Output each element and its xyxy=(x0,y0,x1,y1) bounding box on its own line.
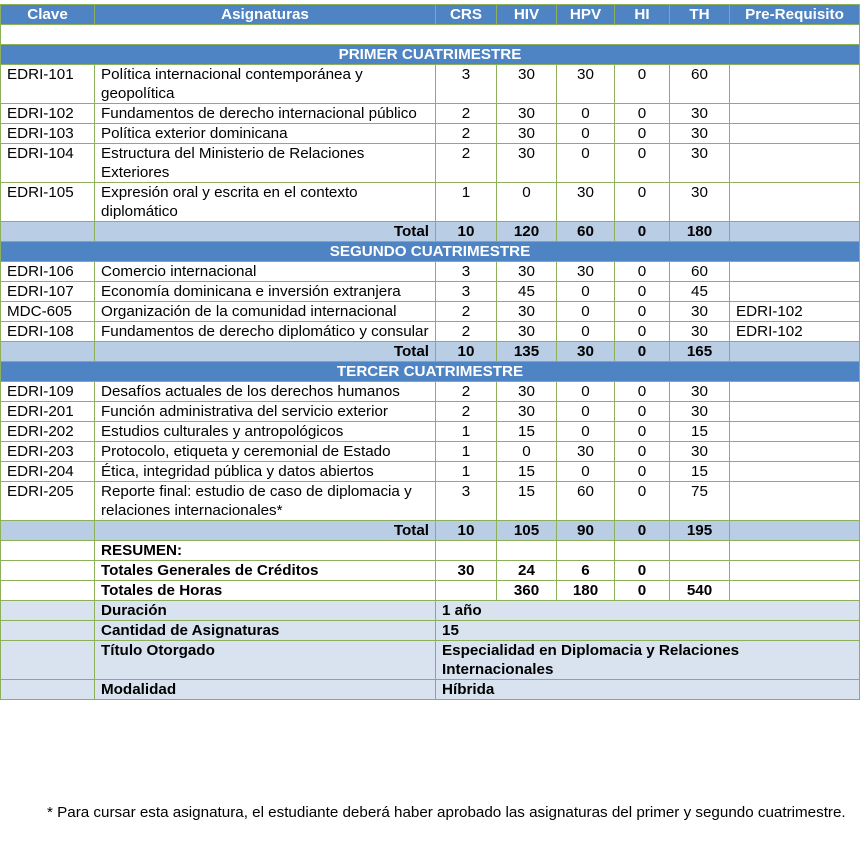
semester-title: TERCER CUATRIMESTRE xyxy=(1,362,860,382)
course-name: Comercio internacional xyxy=(95,262,436,282)
resumen-info-row xyxy=(1,621,860,641)
course-row xyxy=(1,442,860,462)
semester-title: SEGUNDO CUATRIMESTRE xyxy=(1,242,860,262)
total-hpv: 60 xyxy=(557,222,615,242)
course-prerequisite xyxy=(730,482,860,521)
course-code: EDRI-205 xyxy=(1,482,95,521)
spacer-cell xyxy=(1,581,95,601)
course-row xyxy=(1,262,860,282)
course-prerequisite xyxy=(730,382,860,402)
course-hiv: 30 xyxy=(497,65,557,104)
course-th: 15 xyxy=(670,462,730,482)
horas-hiv: 360 xyxy=(497,581,557,601)
course-prerequisite xyxy=(730,124,860,144)
horas-th: 540 xyxy=(670,581,730,601)
course-th: 60 xyxy=(670,65,730,104)
course-hiv: 0 xyxy=(497,183,557,222)
blank-row xyxy=(1,25,860,45)
course-row xyxy=(1,124,860,144)
info-value: Híbrida xyxy=(436,680,860,700)
header-row xyxy=(1,5,860,25)
total-crs: 10 xyxy=(436,342,497,362)
course-th: 45 xyxy=(670,282,730,302)
course-hiv: 15 xyxy=(497,462,557,482)
empty-cell xyxy=(730,561,860,581)
creditos-hiv: 24 xyxy=(497,561,557,581)
course-th: 30 xyxy=(670,124,730,144)
course-hi: 0 xyxy=(615,124,670,144)
course-th: 60 xyxy=(670,262,730,282)
empty-cell xyxy=(557,541,615,561)
course-th: 30 xyxy=(670,382,730,402)
course-th: 30 xyxy=(670,402,730,422)
course-prerequisite xyxy=(730,422,860,442)
course-hi: 0 xyxy=(615,322,670,342)
info-label: Cantidad de Asignaturas xyxy=(95,621,436,641)
header-asignaturas: Asignaturas xyxy=(95,5,436,25)
course-hpv: 0 xyxy=(557,104,615,124)
course-hiv: 15 xyxy=(497,422,557,442)
total-th: 195 xyxy=(670,521,730,541)
course-crs: 1 xyxy=(436,422,497,442)
course-code: EDRI-203 xyxy=(1,442,95,462)
header-clave: Clave xyxy=(1,5,95,25)
semester-total-row xyxy=(1,222,860,242)
course-name: Fundamentos de derecho diplomático y consular xyxy=(95,322,436,342)
resumen-title-row xyxy=(1,541,860,561)
course-th: 30 xyxy=(670,322,730,342)
course-code: EDRI-108 xyxy=(1,322,95,342)
course-hpv: 0 xyxy=(557,124,615,144)
course-row xyxy=(1,422,860,442)
spacer-cell xyxy=(1,601,95,621)
resumen-horas-row xyxy=(1,581,860,601)
total-spacer xyxy=(1,521,95,541)
header-prerequisito: Pre-Requisito xyxy=(730,5,860,25)
course-crs: 2 xyxy=(436,382,497,402)
course-code: EDRI-102 xyxy=(1,104,95,124)
course-hiv: 30 xyxy=(497,262,557,282)
course-hi: 0 xyxy=(615,183,670,222)
course-name: Desafíos actuales de los derechos humanos xyxy=(95,382,436,402)
blank-cell xyxy=(1,25,860,45)
course-prerequisite xyxy=(730,262,860,282)
semester-title-row xyxy=(1,362,860,382)
info-label: Duración xyxy=(95,601,436,621)
course-prerequisite: EDRI-102 xyxy=(730,302,860,322)
course-hi: 0 xyxy=(615,104,670,124)
total-crs: 10 xyxy=(436,521,497,541)
course-row xyxy=(1,462,860,482)
info-label: Título Otorgado xyxy=(95,641,436,680)
header-crs: CRS xyxy=(436,5,497,25)
total-empty xyxy=(730,222,860,242)
total-spacer xyxy=(1,222,95,242)
course-hi: 0 xyxy=(615,442,670,462)
course-hpv: 0 xyxy=(557,422,615,442)
course-th: 30 xyxy=(670,104,730,124)
course-prerequisite xyxy=(730,183,860,222)
course-hi: 0 xyxy=(615,382,670,402)
course-row xyxy=(1,65,860,104)
course-hi: 0 xyxy=(615,282,670,302)
course-prerequisite xyxy=(730,144,860,183)
total-hpv: 30 xyxy=(557,342,615,362)
course-row xyxy=(1,402,860,422)
course-hpv: 0 xyxy=(557,282,615,302)
course-row xyxy=(1,382,860,402)
course-prerequisite xyxy=(730,402,860,422)
course-hpv: 0 xyxy=(557,322,615,342)
course-hpv: 30 xyxy=(557,262,615,282)
course-hiv: 30 xyxy=(497,124,557,144)
horas-hi: 0 xyxy=(615,581,670,601)
course-prerequisite xyxy=(730,282,860,302)
course-hiv: 0 xyxy=(497,442,557,462)
course-hi: 0 xyxy=(615,422,670,442)
course-code: EDRI-101 xyxy=(1,65,95,104)
course-prerequisite: EDRI-102 xyxy=(730,322,860,342)
course-name: Estudios culturales y antropológicos xyxy=(95,422,436,442)
spacer-cell xyxy=(1,621,95,641)
spacer-cell xyxy=(1,561,95,581)
course-th: 30 xyxy=(670,183,730,222)
total-hiv: 120 xyxy=(497,222,557,242)
course-hpv: 0 xyxy=(557,402,615,422)
spacer-cell xyxy=(1,541,95,561)
course-name: Reporte final: estudio de caso de diplomacia y relaciones internacionales* xyxy=(95,482,436,521)
course-row xyxy=(1,482,860,521)
course-hpv: 0 xyxy=(557,144,615,183)
course-hiv: 30 xyxy=(497,302,557,322)
total-empty xyxy=(730,521,860,541)
header-hi: HI xyxy=(615,5,670,25)
course-crs: 2 xyxy=(436,144,497,183)
total-label: Total xyxy=(95,222,436,242)
course-row xyxy=(1,302,860,322)
course-crs: 2 xyxy=(436,302,497,322)
course-code: EDRI-105 xyxy=(1,183,95,222)
course-hiv: 15 xyxy=(497,482,557,521)
course-name: Estructura del Ministerio de Relaciones Exteriores xyxy=(95,144,436,183)
course-th: 30 xyxy=(670,302,730,322)
course-hpv: 30 xyxy=(557,442,615,462)
course-prerequisite xyxy=(730,65,860,104)
course-hi: 0 xyxy=(615,65,670,104)
empty-cell xyxy=(615,541,670,561)
course-crs: 2 xyxy=(436,104,497,124)
semester-title: PRIMER CUATRIMESTRE xyxy=(1,45,860,65)
total-empty xyxy=(730,342,860,362)
semester-total-row xyxy=(1,342,860,362)
course-hiv: 30 xyxy=(497,104,557,124)
header-th: TH xyxy=(670,5,730,25)
header-hpv: HPV xyxy=(557,5,615,25)
course-th: 30 xyxy=(670,442,730,462)
course-prerequisite xyxy=(730,442,860,462)
total-hi: 0 xyxy=(615,342,670,362)
footnote: * Para cursar esta asignatura, el estudiante deberá haber aprobado las asignaturas del primer y segundo cuatrimestre. xyxy=(47,804,846,821)
course-row xyxy=(1,282,860,302)
empty-cell xyxy=(436,541,497,561)
course-crs: 3 xyxy=(436,482,497,521)
course-crs: 1 xyxy=(436,442,497,462)
resumen-info-row xyxy=(1,680,860,700)
course-th: 75 xyxy=(670,482,730,521)
course-code: EDRI-104 xyxy=(1,144,95,183)
resumen-creditos-row xyxy=(1,561,860,581)
empty-cell xyxy=(497,541,557,561)
resumen-info-row xyxy=(1,641,860,680)
course-hpv: 30 xyxy=(557,183,615,222)
creditos-label: Totales Generales de Créditos xyxy=(95,561,436,581)
course-code: EDRI-103 xyxy=(1,124,95,144)
course-crs: 3 xyxy=(436,262,497,282)
course-name: Organización de la comunidad internacional xyxy=(95,302,436,322)
info-value: 15 xyxy=(436,621,860,641)
course-hi: 0 xyxy=(615,144,670,183)
empty-cell xyxy=(670,541,730,561)
semester-title-row xyxy=(1,242,860,262)
course-crs: 1 xyxy=(436,462,497,482)
course-code: EDRI-107 xyxy=(1,282,95,302)
course-code: EDRI-204 xyxy=(1,462,95,482)
horas-label: Totales de Horas xyxy=(95,581,436,601)
course-hiv: 30 xyxy=(497,402,557,422)
course-crs: 1 xyxy=(436,183,497,222)
total-crs: 10 xyxy=(436,222,497,242)
resumen-info-row xyxy=(1,601,860,621)
course-crs: 2 xyxy=(436,124,497,144)
course-hpv: 0 xyxy=(557,462,615,482)
curriculum-table xyxy=(0,4,860,700)
course-crs: 3 xyxy=(436,282,497,302)
empty-cell xyxy=(730,581,860,601)
course-hiv: 30 xyxy=(497,144,557,183)
course-prerequisite xyxy=(730,104,860,124)
course-hi: 0 xyxy=(615,462,670,482)
creditos-hpv: 6 xyxy=(557,561,615,581)
course-hpv: 0 xyxy=(557,302,615,322)
course-hiv: 45 xyxy=(497,282,557,302)
creditos-crs: 30 xyxy=(436,561,497,581)
total-hpv: 90 xyxy=(557,521,615,541)
course-hiv: 30 xyxy=(497,322,557,342)
total-th: 180 xyxy=(670,222,730,242)
course-row xyxy=(1,183,860,222)
course-hpv: 30 xyxy=(557,65,615,104)
header-hiv: HIV xyxy=(497,5,557,25)
total-hiv: 105 xyxy=(497,521,557,541)
spacer-cell xyxy=(1,680,95,700)
info-value: 1 año xyxy=(436,601,860,621)
course-hi: 0 xyxy=(615,262,670,282)
semester-title-row xyxy=(1,45,860,65)
course-code: EDRI-109 xyxy=(1,382,95,402)
course-name: Política exterior dominicana xyxy=(95,124,436,144)
course-hpv: 0 xyxy=(557,382,615,402)
semester-total-row xyxy=(1,521,860,541)
empty-cell xyxy=(436,581,497,601)
empty-cell xyxy=(730,541,860,561)
course-crs: 2 xyxy=(436,322,497,342)
horas-hpv: 180 xyxy=(557,581,615,601)
total-hi: 0 xyxy=(615,521,670,541)
course-prerequisite xyxy=(730,462,860,482)
course-code: EDRI-202 xyxy=(1,422,95,442)
info-label: Modalidad xyxy=(95,680,436,700)
course-hi: 0 xyxy=(615,482,670,521)
course-name: Función administrativa del servicio exterior xyxy=(95,402,436,422)
course-crs: 2 xyxy=(436,402,497,422)
course-th: 15 xyxy=(670,422,730,442)
total-spacer xyxy=(1,342,95,362)
course-name: Ética, integridad pública y datos abiertos xyxy=(95,462,436,482)
creditos-hi: 0 xyxy=(615,561,670,581)
total-th: 165 xyxy=(670,342,730,362)
course-name: Fundamentos de derecho internacional público xyxy=(95,104,436,124)
course-name: Expresión oral y escrita en el contexto diplomático xyxy=(95,183,436,222)
course-th: 30 xyxy=(670,144,730,183)
course-name: Economía dominicana e inversión extranjera xyxy=(95,282,436,302)
course-code: EDRI-201 xyxy=(1,402,95,422)
course-code: EDRI-106 xyxy=(1,262,95,282)
course-hi: 0 xyxy=(615,302,670,322)
course-name: Protocolo, etiqueta y ceremonial de Estado xyxy=(95,442,436,462)
course-hi: 0 xyxy=(615,402,670,422)
total-label: Total xyxy=(95,342,436,362)
course-row xyxy=(1,104,860,124)
course-code: MDC-605 xyxy=(1,302,95,322)
spacer-cell xyxy=(1,641,95,680)
empty-cell xyxy=(670,561,730,581)
info-value: Especialidad en Diplomacia y Relaciones Internacionales xyxy=(436,641,860,680)
course-hpv: 60 xyxy=(557,482,615,521)
course-hiv: 30 xyxy=(497,382,557,402)
course-name: Política internacional contemporánea y geopolítica xyxy=(95,65,436,104)
total-hi: 0 xyxy=(615,222,670,242)
total-label: Total xyxy=(95,521,436,541)
course-row xyxy=(1,322,860,342)
course-row xyxy=(1,144,860,183)
resumen-title: RESUMEN: xyxy=(95,541,436,561)
course-crs: 3 xyxy=(436,65,497,104)
total-hiv: 135 xyxy=(497,342,557,362)
